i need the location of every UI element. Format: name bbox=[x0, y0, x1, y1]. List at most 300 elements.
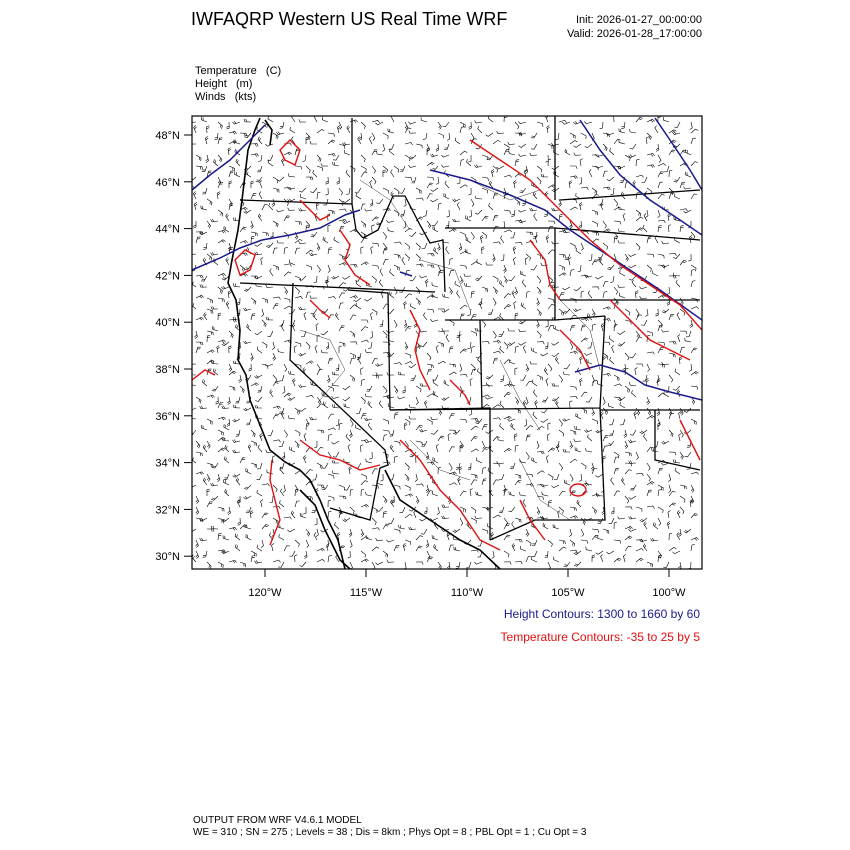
wind-barb bbox=[559, 547, 566, 551]
wind-barb bbox=[475, 328, 482, 331]
wind-barb bbox=[684, 529, 691, 533]
wind-barb bbox=[592, 408, 595, 416]
wind-barb bbox=[270, 269, 273, 276]
wind-barb bbox=[328, 210, 334, 214]
wind-barb bbox=[218, 210, 223, 216]
wind-barb bbox=[322, 463, 328, 468]
wind-barb bbox=[544, 368, 548, 375]
wind-barb bbox=[522, 280, 526, 287]
wind-barb bbox=[610, 357, 614, 364]
wind-barb bbox=[257, 545, 262, 551]
wind-barb bbox=[471, 369, 476, 375]
wind-barb bbox=[408, 122, 416, 124]
wind-barb bbox=[265, 364, 273, 366]
lon-label: 105°W bbox=[551, 587, 585, 599]
wind-barb bbox=[434, 544, 439, 551]
wind-barb bbox=[608, 441, 615, 446]
wind-barb bbox=[229, 166, 235, 171]
wind-barb bbox=[327, 544, 330, 552]
wind-barb bbox=[364, 418, 372, 421]
wind-barb bbox=[504, 144, 509, 150]
wind-barb bbox=[592, 210, 598, 215]
wind-barb bbox=[240, 525, 247, 529]
wind-barb bbox=[383, 243, 387, 250]
wind-barb bbox=[570, 386, 576, 390]
wind-barb bbox=[207, 335, 210, 342]
wind-barb bbox=[477, 259, 482, 265]
wind-barb bbox=[672, 551, 680, 554]
wind-barb bbox=[313, 313, 317, 320]
wind-barb bbox=[624, 430, 627, 438]
wind-barb bbox=[563, 449, 570, 452]
wind-barb bbox=[328, 511, 331, 518]
wind-barb bbox=[576, 248, 581, 254]
wind-barb bbox=[405, 353, 411, 358]
wind-barb bbox=[372, 485, 379, 489]
wind-barb bbox=[204, 313, 207, 320]
wind-barb bbox=[570, 351, 578, 354]
wind-barb bbox=[247, 324, 251, 331]
wind-barb bbox=[416, 243, 420, 250]
wind-barb bbox=[409, 364, 416, 368]
wind-barb bbox=[409, 155, 416, 159]
wind-barb bbox=[608, 403, 614, 408]
wind-barb bbox=[326, 188, 329, 195]
wind-barb bbox=[383, 551, 388, 558]
wind-barb bbox=[400, 507, 406, 513]
wind-barb bbox=[217, 346, 220, 354]
wind-barb bbox=[493, 418, 501, 421]
wind-barb bbox=[493, 341, 501, 344]
wind-barb bbox=[361, 320, 368, 323]
wind-barb bbox=[574, 439, 581, 442]
wind-barb bbox=[542, 397, 548, 402]
wind-barb bbox=[581, 338, 588, 342]
wind-barb bbox=[603, 436, 609, 441]
wind-barb bbox=[614, 491, 620, 496]
wind-barb bbox=[336, 419, 339, 426]
wind-barb bbox=[533, 390, 537, 397]
wind-barb bbox=[614, 468, 619, 474]
wind-barb bbox=[328, 154, 336, 157]
wind-barb bbox=[581, 318, 589, 321]
wind-barb bbox=[229, 181, 232, 188]
wind-barb bbox=[273, 518, 278, 524]
wind-barb bbox=[662, 241, 669, 244]
lat-label: 36°N bbox=[155, 410, 180, 423]
wind-barb bbox=[482, 529, 488, 534]
wind-barb bbox=[299, 562, 306, 567]
wind-barb bbox=[277, 177, 284, 181]
wind-barb bbox=[537, 320, 540, 328]
wind-barb bbox=[442, 406, 449, 409]
wind-barb bbox=[504, 342, 508, 349]
wind-barb bbox=[685, 452, 691, 457]
wind-barb bbox=[433, 226, 438, 232]
wind-barb bbox=[498, 331, 504, 336]
wind-barb bbox=[519, 144, 526, 148]
wind-barb bbox=[585, 144, 592, 148]
wind-barb bbox=[570, 396, 577, 399]
wind-barb bbox=[526, 254, 531, 261]
wind-barb bbox=[635, 368, 638, 376]
wind-barb bbox=[471, 291, 475, 298]
wind-barb bbox=[564, 364, 570, 369]
wind-barb bbox=[618, 331, 625, 335]
wind-barb bbox=[625, 496, 629, 503]
wind-barb bbox=[196, 276, 203, 279]
wind-barb bbox=[421, 117, 427, 122]
wind-barb bbox=[350, 331, 355, 337]
wind-barb bbox=[504, 276, 507, 283]
wind-barb bbox=[640, 430, 647, 434]
wind-barb bbox=[348, 551, 351, 558]
wind-barb bbox=[578, 265, 581, 272]
lat-label: 34°N bbox=[155, 457, 180, 470]
wind-barb bbox=[273, 440, 281, 443]
wind-barb bbox=[438, 361, 446, 364]
wind-barb bbox=[251, 298, 256, 304]
wind-barb bbox=[449, 463, 452, 471]
wind-barb bbox=[642, 177, 647, 183]
wind-barb bbox=[218, 507, 224, 512]
wind-barb bbox=[636, 117, 643, 122]
wind-barb bbox=[402, 386, 405, 393]
wind-barb bbox=[449, 270, 454, 276]
wind-barb bbox=[346, 170, 350, 177]
wind-barb bbox=[217, 474, 220, 482]
wind-barb bbox=[377, 151, 384, 155]
wind-barb bbox=[636, 228, 643, 232]
wind-barb bbox=[639, 539, 647, 542]
wind-barb bbox=[486, 430, 493, 433]
wind-barb bbox=[267, 470, 273, 474]
wind-barb bbox=[343, 276, 351, 279]
wind-barb bbox=[647, 119, 655, 122]
wind-barb bbox=[432, 282, 438, 287]
wind-barb bbox=[315, 345, 317, 353]
wind-barb bbox=[460, 518, 463, 526]
wind-barb bbox=[680, 182, 685, 188]
wind-barb bbox=[405, 122, 408, 130]
wind-barb bbox=[515, 160, 519, 166]
wind-barb bbox=[255, 560, 263, 563]
wind-barb bbox=[194, 202, 197, 210]
wind-barb bbox=[273, 248, 278, 254]
wind-barb bbox=[273, 304, 279, 309]
wind-barb bbox=[603, 456, 606, 463]
wind-barb bbox=[630, 353, 636, 358]
wind-barb bbox=[370, 199, 373, 206]
wind-barb bbox=[449, 545, 454, 551]
wind-barb bbox=[240, 265, 245, 272]
wind-barb bbox=[394, 242, 402, 245]
wind-barb bbox=[299, 208, 307, 211]
wind-barb bbox=[427, 254, 434, 257]
wind-barb bbox=[386, 540, 394, 542]
wind-barb bbox=[475, 196, 482, 199]
wind-barb bbox=[228, 507, 231, 515]
wind-barb bbox=[251, 194, 256, 200]
wind-barb bbox=[504, 294, 511, 298]
wind-barb bbox=[405, 485, 410, 491]
wind-barb bbox=[196, 507, 199, 515]
wind-barb bbox=[691, 485, 694, 493]
wind-barb bbox=[618, 516, 625, 519]
wind-barb bbox=[482, 341, 489, 344]
wind-barb bbox=[361, 529, 364, 537]
wind-barb bbox=[537, 309, 541, 316]
longitude-axis bbox=[248, 569, 686, 599]
wind-barb bbox=[196, 441, 200, 448]
wind-barb bbox=[471, 518, 476, 524]
wind-barb bbox=[333, 162, 340, 166]
wind-barb bbox=[499, 507, 504, 513]
wind-barb bbox=[218, 533, 222, 540]
wind-barb bbox=[628, 440, 636, 443]
wind-barb bbox=[563, 372, 570, 375]
wind-barb bbox=[570, 270, 574, 276]
wind-barb bbox=[667, 287, 670, 294]
wind-barb bbox=[328, 248, 332, 255]
wind-barb bbox=[603, 408, 608, 415]
wind-barb bbox=[570, 401, 573, 408]
wind-barb bbox=[261, 540, 263, 548]
wind-barb bbox=[467, 309, 471, 316]
wind-barb bbox=[444, 380, 449, 386]
wind-barb bbox=[306, 292, 311, 298]
wind-barb bbox=[559, 265, 565, 270]
wind-barb bbox=[416, 484, 424, 487]
wind-barb bbox=[236, 159, 240, 166]
wind-barb bbox=[295, 430, 300, 436]
latitude-axis bbox=[155, 130, 192, 563]
wind-barb bbox=[614, 522, 617, 529]
wind-barb bbox=[592, 324, 596, 331]
wind-barb bbox=[246, 171, 251, 177]
wind-barb bbox=[344, 150, 350, 155]
wind-barb bbox=[196, 347, 201, 353]
wind-barb bbox=[229, 386, 235, 391]
wind-barb bbox=[668, 214, 671, 222]
wind-barb bbox=[546, 455, 548, 463]
wind-barb bbox=[207, 309, 213, 314]
wind-barb bbox=[603, 529, 609, 534]
wind-barb bbox=[471, 436, 478, 441]
wind-barb bbox=[476, 492, 482, 496]
wind-barb bbox=[246, 419, 251, 425]
wind-barb bbox=[383, 170, 386, 177]
wind-barb bbox=[335, 313, 339, 320]
wind-barb bbox=[255, 243, 262, 246]
wind-barb bbox=[548, 326, 554, 331]
wind-barb bbox=[255, 397, 262, 402]
wind-barb bbox=[317, 430, 324, 433]
wind-barb bbox=[685, 172, 691, 177]
wind-barb bbox=[357, 353, 361, 359]
wind-barb bbox=[691, 162, 698, 166]
wind-barb bbox=[237, 298, 240, 305]
wind-barb bbox=[262, 205, 268, 210]
wind-barb bbox=[225, 445, 229, 452]
wind-barb bbox=[229, 131, 237, 134]
wind-barb bbox=[427, 369, 432, 375]
wind-barb bbox=[668, 485, 670, 493]
wind-barb bbox=[547, 126, 550, 134]
wind-barb bbox=[577, 500, 581, 507]
wind-barb bbox=[643, 544, 647, 551]
wind-barb bbox=[261, 309, 263, 317]
wind-barb bbox=[380, 269, 383, 277]
wind-barb bbox=[581, 133, 586, 139]
wind-barb bbox=[618, 285, 625, 288]
wind-barb bbox=[284, 298, 290, 303]
wind-barb bbox=[576, 413, 581, 419]
wind-barb bbox=[416, 441, 422, 445]
wind-barb bbox=[361, 155, 365, 162]
wind-barb bbox=[251, 144, 258, 147]
wind-barb bbox=[658, 518, 661, 526]
wind-barb bbox=[555, 357, 559, 364]
wind-barb bbox=[394, 441, 400, 445]
wind-barb bbox=[438, 342, 444, 347]
wind-barb bbox=[194, 125, 197, 133]
wind-barb bbox=[523, 345, 526, 353]
wind-barb bbox=[394, 456, 398, 463]
wind-barb bbox=[251, 221, 254, 229]
wind-barb bbox=[273, 265, 279, 270]
wind-barb bbox=[625, 546, 631, 551]
wind-barb bbox=[343, 199, 350, 203]
wind-barb bbox=[416, 144, 422, 148]
wind-barb bbox=[251, 154, 259, 157]
wind-barb bbox=[196, 166, 203, 170]
wind-barb bbox=[467, 159, 472, 166]
wind-barb bbox=[504, 210, 511, 214]
wind-barb bbox=[291, 511, 295, 518]
wind-barb bbox=[680, 331, 687, 334]
wind-barb bbox=[317, 192, 320, 199]
wind-barb bbox=[201, 206, 207, 210]
wind-barb bbox=[423, 133, 427, 139]
wind-barb bbox=[623, 364, 626, 371]
wind-barb bbox=[668, 511, 671, 519]
wind-barb bbox=[673, 460, 680, 464]
plot-frame bbox=[192, 116, 702, 569]
wind-barb bbox=[343, 386, 350, 390]
wind-barb bbox=[386, 330, 394, 332]
wind-barb bbox=[350, 120, 358, 123]
wind-barb bbox=[306, 395, 314, 397]
wind-barb bbox=[366, 535, 372, 540]
wind-barb bbox=[658, 210, 660, 218]
wind-barb bbox=[399, 188, 405, 193]
wind-barb bbox=[443, 122, 450, 127]
wind-barb bbox=[545, 320, 548, 327]
wind-barb bbox=[201, 276, 207, 281]
wind-barb bbox=[228, 148, 231, 155]
wind-barb bbox=[592, 380, 597, 386]
wind-barb bbox=[372, 243, 379, 247]
wind-barb bbox=[339, 263, 347, 266]
wind-barb bbox=[551, 485, 559, 488]
wind-barb bbox=[383, 496, 387, 503]
wind-barb bbox=[674, 122, 680, 127]
wind-barb bbox=[459, 335, 462, 343]
wind-barb bbox=[427, 183, 433, 188]
wind-barb bbox=[317, 559, 325, 562]
lon-label: 110°W bbox=[450, 587, 484, 599]
wind-barb bbox=[218, 287, 223, 294]
wind-barb bbox=[295, 221, 302, 225]
wind-barb bbox=[372, 469, 378, 474]
wind-barb bbox=[284, 517, 292, 520]
wind-barb bbox=[196, 155, 201, 161]
lat-label: 44°N bbox=[155, 223, 180, 236]
wind-barb bbox=[691, 194, 697, 199]
wind-barb bbox=[691, 538, 699, 541]
wind-barb bbox=[394, 546, 399, 552]
wind-barb bbox=[361, 172, 367, 177]
wind-barb bbox=[405, 494, 413, 497]
wind-barb bbox=[449, 447, 455, 452]
wind-barb bbox=[372, 518, 376, 525]
wind-barb bbox=[207, 441, 210, 449]
wind-barb bbox=[422, 243, 427, 249]
wind-barb bbox=[513, 257, 515, 265]
wind-barb bbox=[669, 430, 673, 437]
wind-barb bbox=[559, 214, 563, 221]
wind-barb bbox=[438, 271, 444, 276]
wind-barb bbox=[680, 260, 687, 265]
wind-barb bbox=[548, 500, 552, 507]
wind-barb bbox=[350, 489, 353, 496]
wind-barb bbox=[508, 507, 515, 512]
wind-barb bbox=[509, 151, 515, 156]
wind-barb bbox=[504, 360, 511, 364]
wind-barb bbox=[669, 491, 676, 496]
wind-barb bbox=[537, 507, 540, 515]
wind-barb bbox=[592, 232, 599, 236]
wind-barb bbox=[662, 362, 669, 365]
wind-barb bbox=[207, 502, 213, 507]
wind-barb bbox=[518, 210, 526, 212]
wind-barb bbox=[647, 490, 652, 496]
wind-barb bbox=[570, 516, 578, 519]
wind-barb bbox=[471, 315, 477, 320]
wind-barb bbox=[493, 276, 498, 282]
wind-barb bbox=[229, 331, 233, 338]
wind-barb bbox=[535, 400, 538, 408]
wind-barb bbox=[317, 166, 323, 171]
wind-barb bbox=[546, 155, 549, 162]
wind-barb bbox=[279, 463, 284, 469]
wind-barb bbox=[442, 309, 450, 312]
wind-barb bbox=[306, 177, 313, 180]
wind-barb bbox=[346, 434, 350, 441]
wind-barb bbox=[361, 340, 369, 342]
wind-barb bbox=[514, 181, 517, 189]
wind-barb bbox=[403, 543, 406, 551]
wind-barb bbox=[625, 254, 628, 261]
wind-barb bbox=[675, 369, 680, 375]
wind-barb bbox=[339, 293, 345, 298]
wind-barb bbox=[361, 327, 368, 331]
wind-barb bbox=[468, 342, 472, 349]
wind-barb bbox=[468, 463, 471, 470]
wind-barb bbox=[470, 489, 473, 497]
wind-barb bbox=[609, 518, 615, 524]
